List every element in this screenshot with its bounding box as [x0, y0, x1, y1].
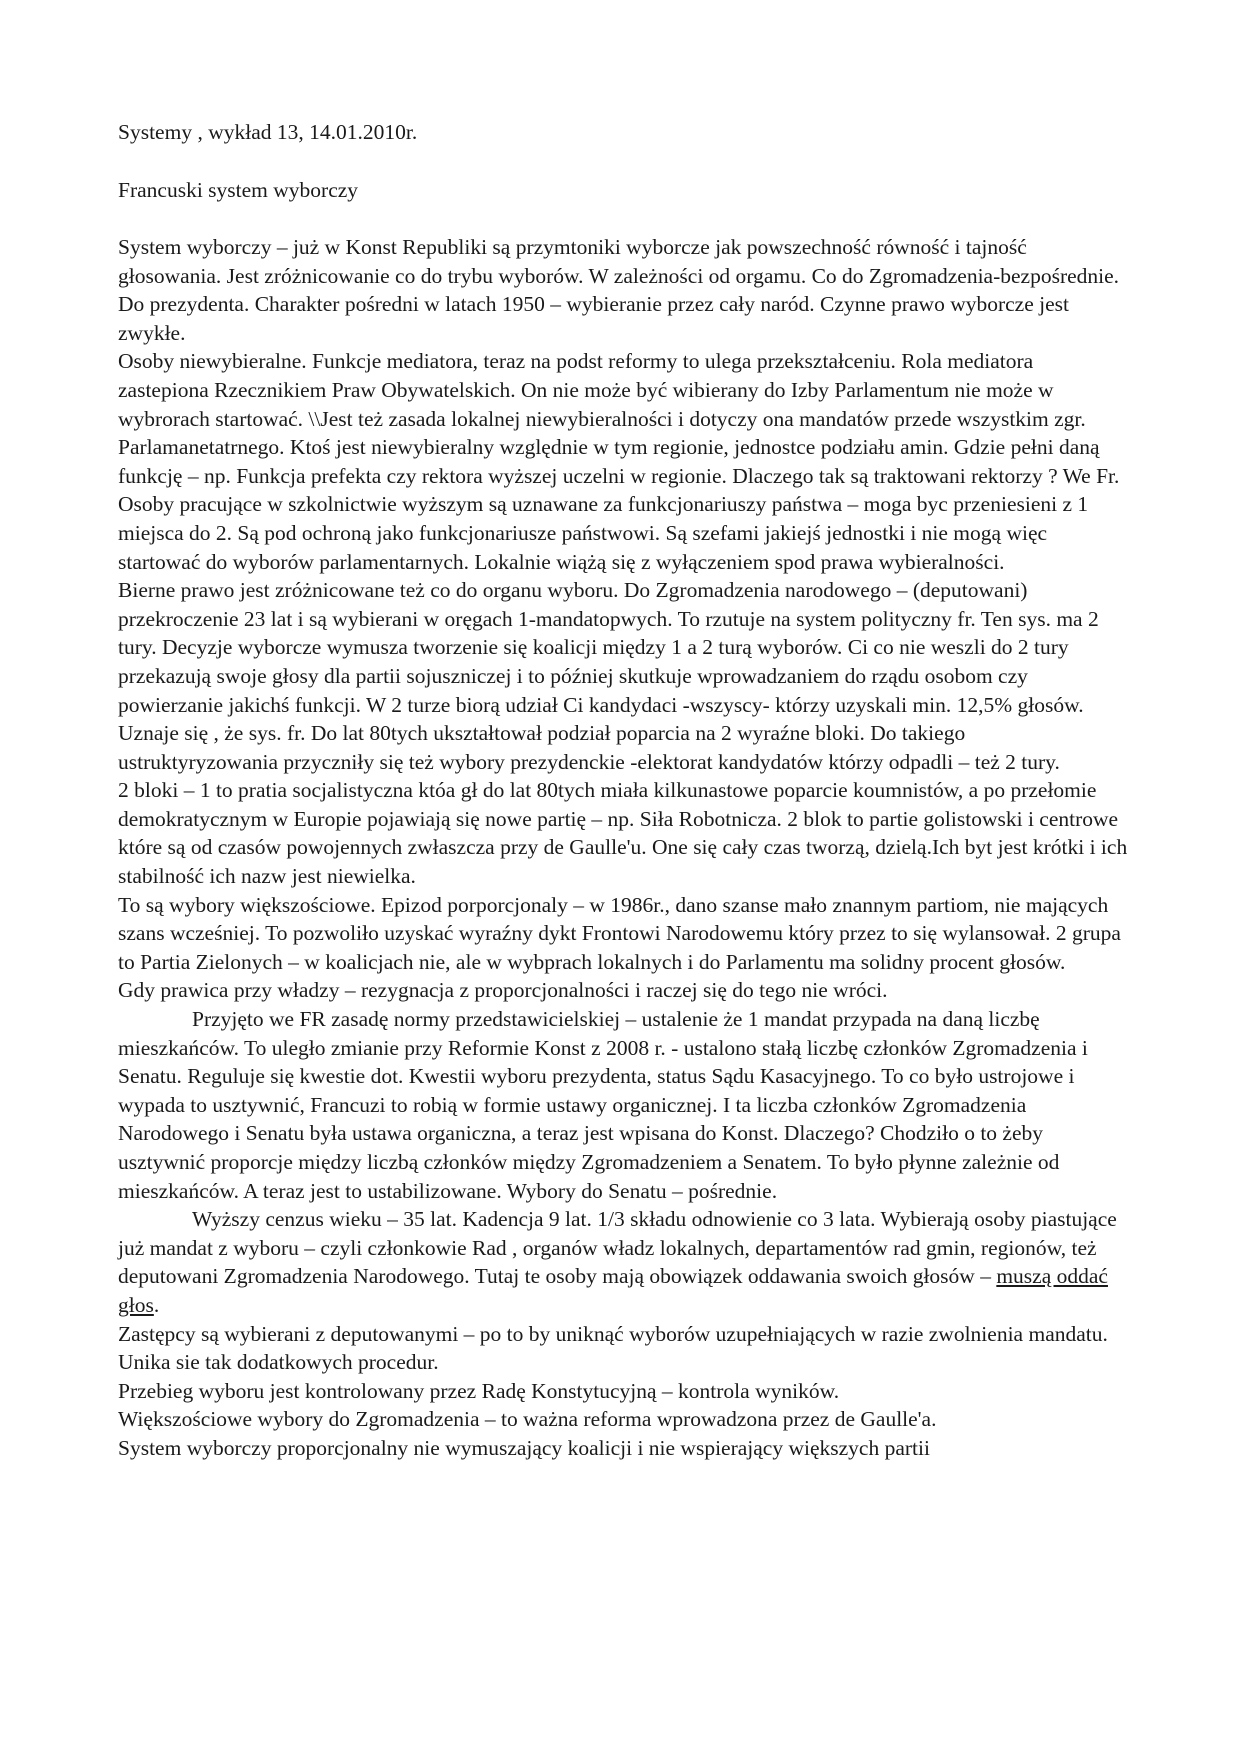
paragraph-majority-elections: To są wybory większościowe. Epizod porporcjonaly – w 1986r., dano szanse mało znannym partiom, nie mających szans wcześniej. To pozwoliło uzyskać wyraźny dykt Frontowi Narodowemu który przez to się wylansował. 2 grupa to Partia Zielonych – w koalicjach nie, ale w wybprach lokalnych i do Parlamentu ma solidny procent głosów. [118, 892, 1121, 974]
paragraph-substitutes: Zastępcy są wybierani z deputowanymi – po to by uniknąć wyborów uzupełniających w razie zwolnienia mandatu. Unika sie tak dodatkowych procedur. [118, 1321, 1108, 1375]
paragraph-electoral-principles: System wyborczy – już w Konst Republiki są przymtoniki wyborcze jak powszechność równość i tajność głosowania. Jest zróżnicowanie co do trybu wyborów. W zależności od orgamu. Co do Zgromadzenia-bezpośrednie. Do prezydenta. Charakter pośredni w latach 1950 – wybieranie przez cały naród. Czynne prawo wyborcze jest zwykłe. [118, 235, 1120, 345]
paragraph-passive-right: Bierne prawo jest zróżnicowane też co do organu wyboru. Do Zgromadzenia narodowego – (deputowani) przekroczenie 23 lat i są wybierani w oręgach 1-mandatopwych. To rzutuje na system polityczny fr. Ten sys. ma 2 tury. Decyzje wyborcze wymusza tworzenie się koalicji między 1 a 2 turą wyborów. Ci co nie weszli do 2 tury przekazują swoje głosy dla partii sojuszniczej i to później skutkuje wprowadzaniem do rządu osobom czy powierzanie jakichś funkcji. W 2 turze biorą udział Ci kandydaci -wszyscy- którzy uzyskali min. 12,5% głosów. Uznaje się , że sys. fr. Do lat 80tych ukształtował podział poparcia na 2 wyraźne bloki. Do takiego ustruktyryzowania przyczniły się też wybory prezydenckie -elektorat kandydatów którzy odpadli – też 2 tury. [118, 578, 1099, 774]
document-body [118, 233, 1128, 1463]
paragraph-representation-norm: Przyjęto we FR zasadę normy przedstawicielskiej – ustalenie że 1 mandat przypada na daną liczbę mieszkańców. To uległo zmianie przy Reformie Konst z 2008 r. - ustalono stałą liczbę członków Zgromadzenia i Senatu. Reguluje się kwestie dot. Kwestii wyboru prezydenta, status Sądu Kasacyjnego. To co było ustrojowe i wypada to usztywnić, Francuzi to robią w formie ustawy organicznej. I ta liczba członków Zgromadzenia Narodowego i Senatu była ustawa organiczna, a teraz jest wpisana do Konst. Dlaczego? Chodziło o to żeby usztywnić proporcje między liczbą członków między Zgromadzeniem a Senatem. To było płynne zależnie od mieszkańców. A teraz jest to ustabilizowane. Wybory do Senatu – pośrednie. [118, 1007, 1088, 1203]
document-title: Francuski system wyborczy [118, 178, 359, 202]
paragraph-senate-elections: Wyższy cenzus wieku – 35 lat. Kadencja 9 lat. 1/3 składu odnowienie co 3 lata. Wybierają osoby piastujące już mandat z wyboru – czyli członkowie Rad , organów władz lokalnych, departamentów rad gmin, regionów, też deputowani Zgromadzenia Narodowego. Tutaj te osoby mają obowiązek oddawania swoich głosów – muszą oddać głos. [118, 1207, 1117, 1317]
paragraph-de-gaulle-reform: Większościowe wybory do Zgromadzenia – to ważna reforma wprowadzona przez de Gaulle'a. [118, 1407, 937, 1432]
paragraph-two-blocs: 2 bloki – 1 to pratia socjalistyczna któa gł do lat 80tych miała kilkunastowe poparcie koumnistów, a po przełomie demokratycznym w Europie pojawiają się nowe partię – np. Siła Robotnicza. 2 blok to partie golistowski i centrowe które są od czasów powojennych zwłaszcza przy de Gaulle'u. One się cały czas tworzą, dzielą.Ich byt jest krótki i ich stabilność ich nazw jest niewielka. [118, 778, 1128, 889]
senate-elections-text: Wyższy cenzus wieku – 35 lat. Kadencja 9 lat. 1/3 składu odnowienie co 3 lata. Wybierają osoby piastujące już mandat z wyboru – czyli członkowie Rad , organów władz lokalnych, departamentów rad gmin, regionów, też deputowani Zgromadzenia Narodowego. Tutaj te osoby mają obowiązek oddawania swoich głosów – [118, 1207, 1117, 1289]
paragraph-constitutional-council: Przebieg wyboru jest kontrolowany przez Radę Konstytucyjną – kontrola wyników. [118, 1378, 840, 1403]
underlined-must-vote: muszą oddać głos [118, 1264, 1108, 1317]
paragraph-right-in-power: Gdy prawica przy władzy – rezygnacja z proporcjonalności i raczej się do tego nie wróci. [118, 978, 888, 1003]
lecture-header: Systemy , wykład 13, 14.01.2010r. [118, 120, 418, 144]
paragraph-ineligibility: Osoby niewybieralne. Funkcje mediatora, teraz na podst reformy to ulega przekształceniu. Rola mediatora zastepiona Rzecznikiem Praw Obywatelskich. On nie może być wibierany do Izby Parlamentum nie może w wybrorach startować. \\Jest też zasada lokalnej niewybieralności i dotyczy ona mandatów przede wszystkim zgr. Parlamanetatrnego. Ktoś jest niewybieralny względnie w tym regionie, jednostce podziału amin. Gdzie pełni daną funkcję – np. Funkcja prefekta czy rektora wyższej uczelni w regionie. Dlaczego tak są traktowani rektorzy ? We Fr. Osoby pracujące w szkolnictwie wyższym są uznawane za funkcjonariuszy państwa – moga byc przeniesieni z 1 miejsca do 2. Są pod ochroną jako funkcjonariusze państwowi. Są szefami jakiejś jednostki i nie mogą więc startować do wyborów parlamentarnych. Lokalnie wiążą się z wyłączeniem spod prawa wybieralności. [118, 349, 1120, 574]
paragraph-proportional-system: System wyborczy proporcjonalny nie wymuszający koalicji i nie wspierający większych partii [118, 1435, 930, 1460]
